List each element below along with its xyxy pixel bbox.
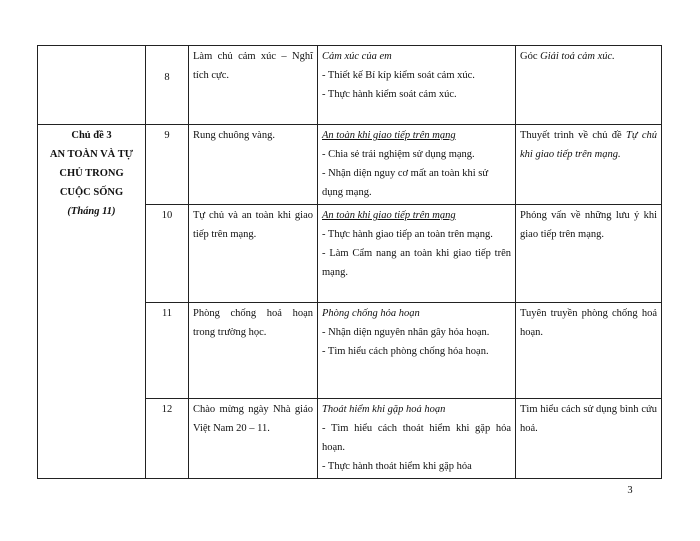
topic-name-line: CHỦ TRONG [59, 168, 124, 179]
result-cell [516, 125, 662, 205]
result-cell [516, 46, 662, 125]
result-cell [516, 399, 662, 479]
table-row [38, 125, 662, 205]
activity-item: - Tìm hiểu cách phòng chống hỏa hoạn. [322, 346, 489, 357]
activity-cell [318, 205, 516, 303]
lesson-plan-table [37, 45, 662, 479]
activity-heading: An toàn khi giao tiếp trên mạng [322, 210, 456, 221]
lesson-title: Chào mừng ngày Nhà giáo Việt Nam 20 – 11. [189, 399, 318, 479]
result-text: Tìm hiểu cách sử dụng bình cứu hoả. [520, 404, 657, 434]
topic-cell-empty [38, 46, 146, 125]
table-row [38, 46, 662, 125]
lesson-title: Rung chuông vàng. [189, 125, 318, 205]
activity-cell [318, 303, 516, 399]
topic-cell [38, 125, 146, 479]
activity-item: - Thực hành kiểm soát cảm xúc. [322, 89, 457, 100]
result-text: Góc [520, 51, 541, 62]
topic-name-line: CUỘC SỐNG [59, 187, 124, 198]
activity-heading: Cảm xúc của em [322, 51, 392, 62]
page-number: 3 [627, 485, 633, 496]
activity-heading: Phòng chống hỏa hoạn [322, 308, 420, 319]
topic-title: Chủ đề 3 [71, 130, 112, 141]
week-number: 11 [146, 303, 189, 399]
activity-item: - Chia sẻ trải nghiệm sử dụng mạng. [322, 149, 475, 160]
result-italic: Giải toả cảm xúc. [540, 51, 615, 62]
week-number: 9 [146, 125, 189, 205]
activity-item: - Nhận diện nguyên nhân gây hỏa hoạn. [322, 327, 490, 338]
result-text: Thuyết trình về chủ đề [520, 130, 626, 141]
activity-item: - Thiết kế Bí kíp kiểm soát cảm xúc. [322, 70, 475, 81]
activity-item: - Thực hành giao tiếp an toàn trên mạng. [322, 229, 493, 240]
activity-item: - Làm Cẩm nang an toàn khi giao tiếp trên mạng. [322, 248, 511, 278]
activity-item: - Nhận diện nguy cơ mất an toàn khi sử dụng mạng. [322, 168, 489, 198]
week-number: 12 [146, 399, 189, 479]
activity-item: - Thực hành thoát hiểm khi gặp hỏa [322, 461, 472, 472]
lesson-title: Làm chủ cảm xúc – Nghĩ tích cực. [189, 46, 318, 125]
activity-cell [318, 46, 516, 125]
topic-month: (Tháng 11) [67, 206, 116, 217]
lesson-title: Phòng chống hoả hoạn trong trường học. [189, 303, 318, 399]
activity-cell [318, 399, 516, 479]
activity-cell [318, 125, 516, 205]
activity-item: - Tìm hiểu cách thoát hiểm khi gặp hỏa hoạn. [322, 423, 511, 453]
result-cell [516, 303, 662, 399]
result-italic: Tự chủ khi giao tiếp trên mạng. [520, 130, 657, 160]
result-cell [516, 205, 662, 303]
activity-heading: Thoát hiểm khi gặp hoả hoạn [322, 404, 446, 415]
week-number: 8 [146, 46, 189, 125]
result-text: Tuyên truyền phòng chống hoả hoạn. [520, 308, 657, 338]
lesson-title: Tự chủ và an toàn khi giao tiếp trên mạng. [189, 205, 318, 303]
week-number: 10 [146, 205, 189, 303]
topic-name-line: AN TOÀN VÀ TỰ [49, 149, 134, 160]
activity-heading: An toàn khi giao tiếp trên mạng [322, 130, 456, 141]
result-text: Phỏng vấn về những lưu ý khi giao tiếp trên mạng. [520, 210, 657, 240]
